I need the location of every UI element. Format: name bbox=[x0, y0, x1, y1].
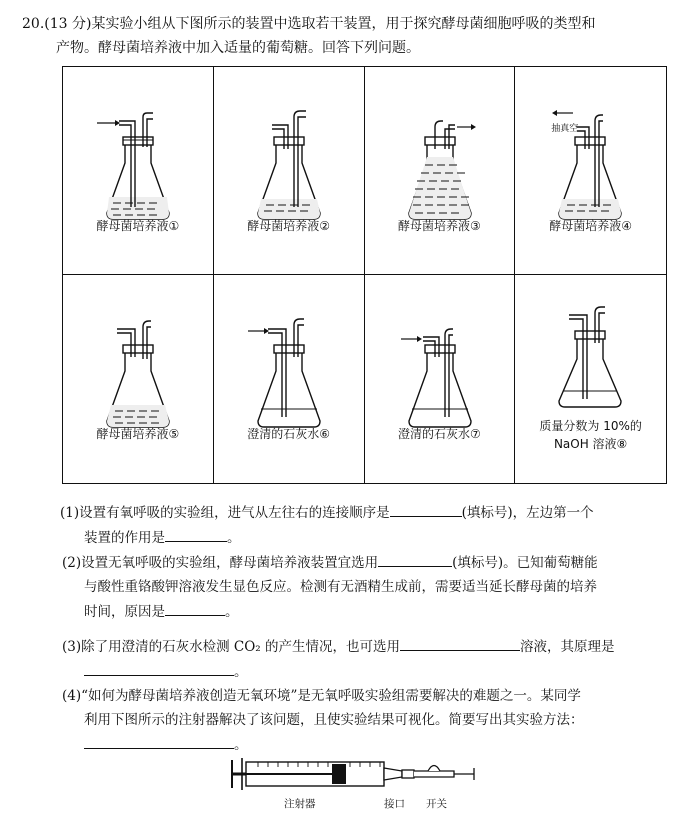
q4-period: 。 bbox=[234, 737, 248, 753]
flask-3-label: 酵母菌培养液③ bbox=[397, 219, 481, 233]
q4-blank-method[interactable] bbox=[84, 732, 234, 749]
flask-7-drawing bbox=[365, 275, 515, 483]
q1-blank-order[interactable] bbox=[390, 500, 462, 517]
q2-text-c: 与酸性重铬酸钾溶液发生显色反应。检测有无酒精生成前，需要适当延长酵母菌的培养 bbox=[84, 579, 597, 595]
q4-text-b: 利用下图所示的注射器解决了该问题，且使实验结果可视化。简要写出其实验方法： bbox=[84, 712, 584, 728]
sub-question-2 bbox=[62, 550, 682, 624]
apparatus-2 bbox=[214, 67, 365, 275]
flask-6-label: 澄清的石灰水⑥ bbox=[247, 427, 330, 441]
apparatus-6 bbox=[214, 275, 365, 483]
flask-4-label: 酵母菌培养液④ bbox=[549, 219, 632, 233]
flask-3-drawing bbox=[365, 67, 515, 275]
apparatus-4 bbox=[515, 67, 666, 275]
flask-5-label: 酵母菌培养液⑤ bbox=[96, 427, 180, 441]
q3-blank-solution[interactable] bbox=[400, 634, 520, 651]
flask-6-drawing bbox=[214, 275, 364, 483]
flask-5-drawing bbox=[63, 275, 213, 483]
flask-8-label-line2: NaOH 溶液⑧ bbox=[553, 437, 628, 451]
syringe-drawing bbox=[228, 752, 488, 798]
q2-text-b: (填标号)。已知葡萄糖能 bbox=[452, 555, 598, 571]
q1-text-a: (1)设置有氧呼吸的实验组，进气从左往右的连接顺序是 bbox=[60, 505, 390, 521]
apparatus-grid bbox=[62, 66, 667, 484]
q1-text-b: (填标号)，左边第一个 bbox=[461, 505, 594, 521]
flask-2-label: 酵母菌培养液② bbox=[247, 219, 330, 233]
question-stem bbox=[22, 12, 672, 60]
q2-blank-apparatus[interactable] bbox=[378, 550, 452, 567]
syringe-figure bbox=[228, 752, 488, 810]
apparatus-8 bbox=[515, 275, 666, 483]
switch-label: 开关 bbox=[426, 798, 447, 810]
flask-8-label bbox=[515, 417, 666, 453]
apparatus-3 bbox=[365, 67, 516, 275]
q1-blank-function[interactable] bbox=[165, 525, 227, 542]
apparatus-5 bbox=[63, 275, 214, 483]
q2-period: 。 bbox=[225, 604, 239, 620]
q4-text-a: (4)“如何为酵母菌培养液创造无氧环境”是无氧呼吸实验组需要解决的难题之一。某同学 bbox=[62, 688, 581, 704]
stem-line-1: 某实验小组从下图所示的装置中选取若干装置，用于探究酵母菌细胞呼吸的类型和 bbox=[91, 16, 596, 32]
sub-question-1 bbox=[62, 500, 682, 550]
q3-text-a: (3)除了用澄清的石灰水检测 CO₂ 的产生情况，也可选用 bbox=[62, 639, 401, 655]
apparatus-7 bbox=[365, 275, 516, 483]
flask-8-label-line1: 质量分数为 10%的 bbox=[539, 419, 642, 433]
port-label: 接口 bbox=[384, 798, 405, 810]
q3-text-b: 溶液，其原理是 bbox=[520, 639, 615, 655]
flask-1-label: 酵母菌培养液① bbox=[96, 219, 180, 233]
vacuum-label: 抽真空 bbox=[551, 124, 579, 134]
stem-line-2: 产物。酵母菌培养液中加入适量的葡萄糖。回答下列问题。 bbox=[56, 40, 420, 56]
q2-text-a: (2)设置无氧呼吸的实验组，酵母菌培养液装置宜选用 bbox=[62, 555, 379, 571]
flask-4-drawing bbox=[515, 67, 665, 275]
question-number: 20. bbox=[22, 16, 45, 32]
q3-period: 。 bbox=[234, 664, 248, 680]
q2-text-d: 时间，原因是 bbox=[84, 604, 165, 620]
syringe-label: 注射器 bbox=[284, 798, 316, 810]
question-score: (13 分) bbox=[44, 16, 92, 32]
sub-question-4 bbox=[62, 684, 682, 757]
q2-blank-reason[interactable] bbox=[165, 599, 225, 616]
q3-blank-principle[interactable] bbox=[84, 659, 234, 676]
flask-7-label: 澄清的石灰水⑦ bbox=[397, 427, 481, 441]
q1-text-c: 装置的作用是 bbox=[84, 530, 165, 546]
apparatus-1 bbox=[63, 67, 214, 275]
flask-2-drawing bbox=[214, 67, 364, 275]
sub-question-3 bbox=[62, 634, 682, 684]
q1-period: 。 bbox=[227, 530, 241, 546]
flask-1-drawing bbox=[63, 67, 213, 275]
